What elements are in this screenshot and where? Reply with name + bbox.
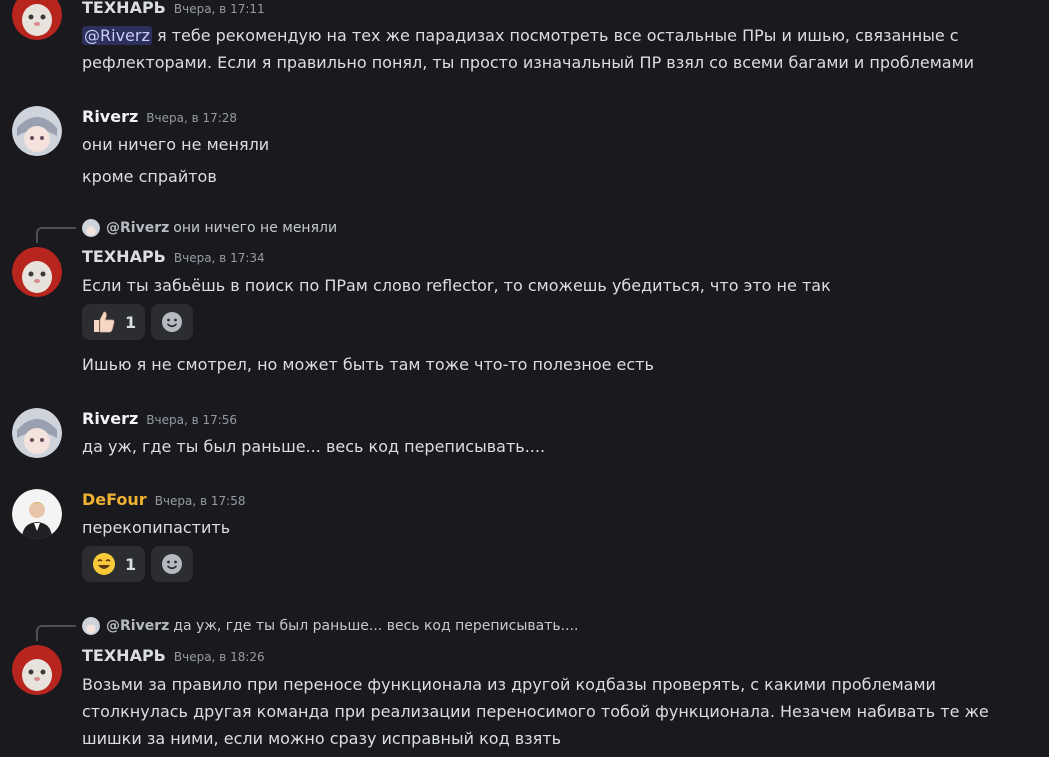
message-text (82, 22, 959, 49)
message-text: перекопипастить (82, 518, 231, 537)
author-name[interactable]: DeFour (82, 490, 147, 509)
message-author[interactable] (82, 409, 237, 430)
reply-preview[interactable] (82, 617, 578, 635)
message-text: Если ты забьёшь в поиск по ПРам слово reflector, то сможешь убедиться, что это не так (82, 276, 831, 295)
timestamp: Вчера, в 17:58 (154, 494, 246, 508)
reply-text[interactable]: они ничего не меняли (173, 220, 338, 236)
reply-author[interactable]: @Riverz (106, 618, 170, 634)
message-author[interactable] (82, 247, 265, 268)
defour-avatar[interactable] (12, 489, 62, 539)
message-text: да уж, где ты был раньше... весь код переписывать.... (82, 437, 546, 456)
reply-connector (36, 227, 76, 243)
author-name[interactable]: ТЕХНАРЬ (82, 0, 166, 17)
message-text: Ишью я не смотрел, но может быть там тоже что-то полезное есть (82, 355, 654, 374)
timestamp: Вчера, в 17:34 (173, 251, 265, 265)
reply-preview[interactable] (82, 219, 337, 237)
reaction-bar (82, 304, 193, 340)
message-text: рефлекторами. Если я правильно понял, ты просто изначальный ПР взял со всеми багами и проблемами (82, 53, 975, 72)
timestamp: Вчера, в 17:56 (146, 413, 238, 427)
timestamp: Вчера, в 17:28 (146, 111, 238, 125)
message-text: Возьми за правило при переносе функционала из другой кодбазы проверять, с какими проблемами (82, 675, 936, 694)
thumbs-up-icon (91, 309, 117, 335)
reply-connector (36, 625, 76, 641)
reply-avatar (82, 617, 100, 635)
add-reaction-button[interactable] (151, 304, 193, 340)
reaction-count: 1 (125, 312, 137, 332)
user-mention[interactable]: @Riverz (84, 26, 150, 45)
grinning-face-icon (91, 551, 117, 577)
message-text: шишки за ними, если можно сразу исправный код взять (82, 729, 562, 748)
technar-avatar[interactable] (12, 247, 62, 297)
add-reaction-icon (161, 553, 183, 575)
message-text-segment: я тебе рекомендую на тех же парадизах посмотреть все остальные ПРы и ишью, связанные с (151, 26, 959, 45)
timestamp: Вчера, в 17:11 (173, 2, 265, 16)
reaction-thumbs-up[interactable] (82, 304, 145, 340)
add-reaction-button[interactable] (151, 546, 193, 582)
technar-avatar[interactable] (12, 0, 62, 40)
reaction-count: 1 (125, 554, 137, 574)
reaction-bar (82, 546, 193, 582)
message-author[interactable] (82, 490, 245, 511)
timestamp: Вчера, в 18:26 (173, 650, 265, 664)
riverz-avatar[interactable] (12, 106, 62, 156)
reply-author[interactable]: @Riverz (106, 220, 170, 236)
message-author[interactable] (82, 0, 265, 19)
author-name[interactable]: Riverz (82, 409, 139, 428)
message-author[interactable] (82, 646, 265, 667)
message-author[interactable] (82, 107, 237, 128)
message-text: они ничего не меняли (82, 135, 270, 154)
reaction-grinning-face[interactable] (82, 546, 145, 582)
author-name[interactable]: Riverz (82, 107, 139, 126)
reply-avatar (82, 219, 100, 237)
message-text: кроме спрайтов (82, 167, 217, 186)
technar-avatar[interactable] (12, 645, 62, 695)
author-name[interactable]: ТЕХНАРЬ (82, 646, 166, 665)
riverz-avatar[interactable] (12, 408, 62, 458)
add-reaction-icon (161, 311, 183, 333)
author-name[interactable]: ТЕХНАРЬ (82, 247, 166, 266)
message-text: столкнулась другая команда при реализации переносимого тобой функционала. Незачем набивать те же (82, 702, 989, 721)
reply-text[interactable]: да уж, где ты был раньше... весь код переписывать.... (173, 618, 579, 634)
